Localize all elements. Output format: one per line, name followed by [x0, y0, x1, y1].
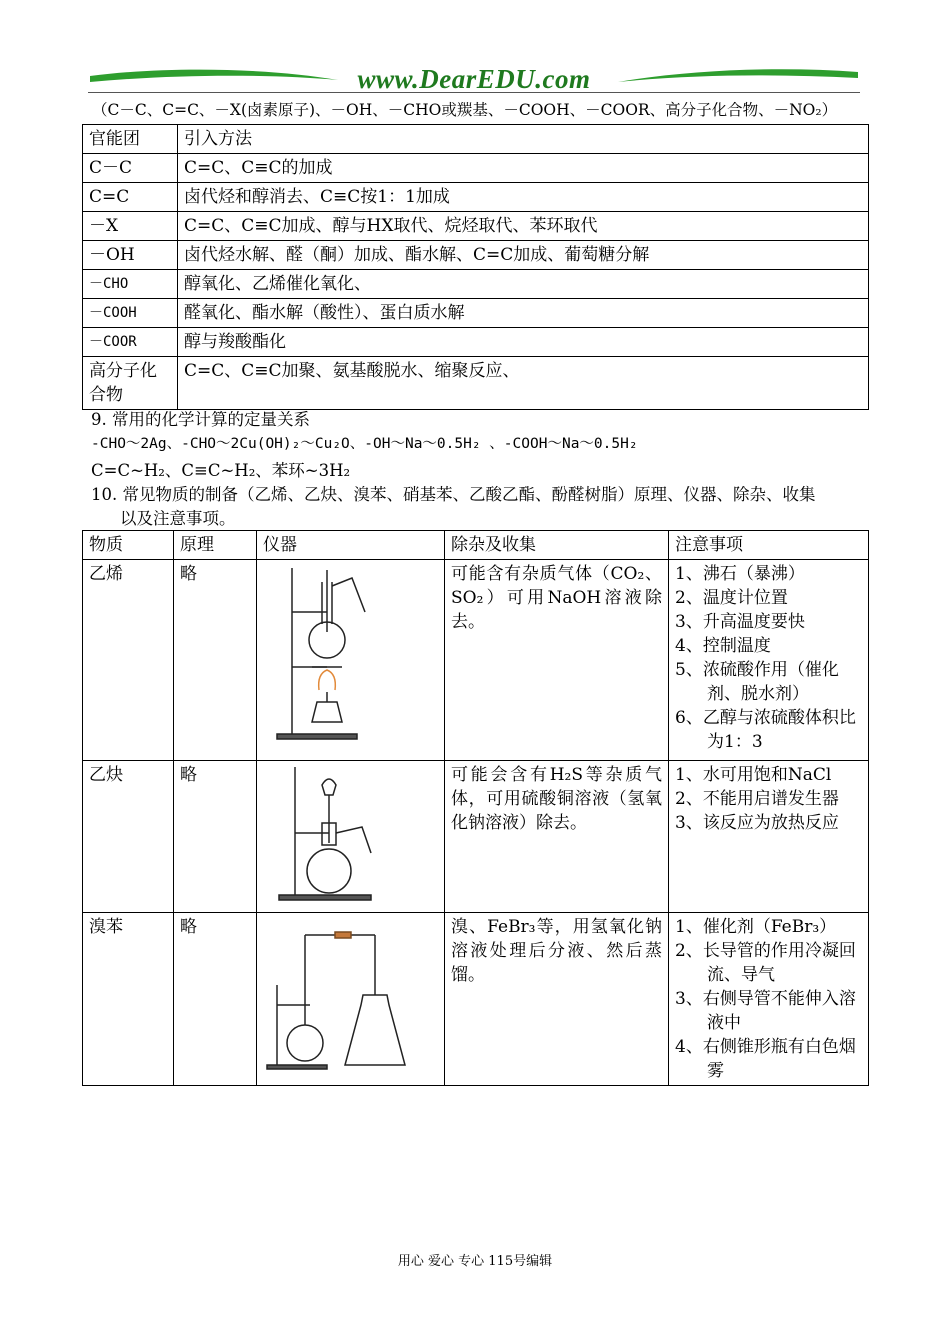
method-cell: 醇与羧酸酯化 [178, 328, 869, 357]
table-row [83, 183, 869, 212]
group-cell: －CHO [83, 270, 178, 299]
method-cell: C=C、C≡C加聚、氨基酸脱水、缩聚反应、 [178, 357, 869, 410]
method-cell: 醛氧化、酯水解（酸性）、蛋白质水解 [178, 299, 869, 328]
group-cell: C－C [83, 154, 178, 183]
principle-cell: 略 [174, 560, 257, 761]
table-row [83, 270, 869, 299]
purify-cell: 溴、FeBr₃等，用氢氧化钠溶液处理后分液、然后蒸馏。 [445, 913, 669, 1086]
site-logo[interactable]: www.DearEDU.com [357, 64, 591, 94]
acetylene-apparatus-icon [267, 763, 387, 903]
apparatus-cell [257, 560, 445, 761]
table-header-row [83, 531, 869, 560]
group-cell: －OH [83, 241, 178, 270]
table-row [83, 241, 869, 270]
header-cell: 引入方法 [178, 125, 869, 154]
substance-cell: 乙烯 [83, 560, 174, 761]
method-cell: 醇氧化、乙烯催化氧化、 [178, 270, 869, 299]
section-9-relations: -CHO～2Ag、-CHO～2Cu(OH)₂～Cu₂O、-OH～Na～0.5H₂ 、-COOH～Na～0.5H₂ [91, 436, 638, 452]
group-cell: C=C [83, 183, 178, 212]
header-rule [88, 92, 860, 93]
header-cell: 除杂及收集 [445, 531, 669, 560]
section-9-hydrogenation: C=C~H₂、C≡C~H₂、苯环~3H₂ [91, 461, 351, 480]
header-cell: 仪器 [257, 531, 445, 560]
table-row [83, 913, 869, 1086]
apparatus-cell [257, 761, 445, 913]
notes-cell [669, 761, 869, 913]
table-row [83, 154, 869, 183]
method-cell: C=C、C≡C加成、醇与HX取代、烷烃取代、苯环取代 [178, 212, 869, 241]
notes-cell [669, 913, 869, 1086]
header-cell: 物质 [83, 531, 174, 560]
note-item: 1、催化剂（FeBr₃） [675, 917, 837, 937]
table-row [83, 560, 869, 761]
table-row [83, 328, 869, 357]
note-item: 1、水可用饱和NaCl [675, 765, 832, 785]
note-item: 2、温度计位置 [675, 588, 788, 608]
group-cell: 高分子化合物 [83, 357, 178, 410]
header-cell: 官能团 [83, 125, 178, 154]
note-item: 3、该反应为放热反应 [675, 813, 839, 833]
purify-cell: 可能含有杂质气体（CO₂、SO₂）可用NaOH溶液除去。 [445, 560, 669, 761]
table-header-row [83, 125, 869, 154]
method-cell: 卤代烃水解、醛（酮）加成、酯水解、C=C加成、葡萄糖分解 [178, 241, 869, 270]
group-cell: －COOR [83, 328, 178, 357]
note-item: 3、升高温度要快 [675, 612, 805, 632]
method-cell: 卤代烃和醇消去、C≡C按1：1加成 [178, 183, 869, 212]
preparation-table [82, 530, 869, 1086]
section-10-title-cont: 以及注意事项。 [120, 509, 236, 528]
section-9-title: 9. 常用的化学计算的定量关系 [91, 410, 310, 429]
table-row [83, 761, 869, 913]
table-row [83, 212, 869, 241]
group-cell: －COOH [83, 299, 178, 328]
group-cell: －X [83, 212, 178, 241]
note-item: 4、右侧锥形瓶有白色烟雾 [675, 1037, 856, 1081]
table-row [83, 357, 869, 410]
table-row [83, 299, 869, 328]
functional-group-table [82, 124, 869, 410]
page-footer: 用心 爱心 专心 115号编辑 [397, 1254, 553, 1269]
principle-cell: 略 [174, 761, 257, 913]
principle-cell: 略 [174, 913, 257, 1086]
purify-cell: 可能会含有H₂S等杂质气体，可用硫酸铜溶液（氢氧化钠溶液）除去。 [445, 761, 669, 913]
note-item: 5、浓硫酸作用（催化剂、脱水剂） [675, 660, 839, 704]
note-item: 2、不能用启谱发生器 [675, 789, 839, 809]
notes-cell [669, 560, 869, 761]
substance-cell: 乙炔 [83, 761, 174, 913]
method-cell: C=C、C≡C的加成 [178, 154, 869, 183]
bromobenzene-apparatus-icon [265, 915, 410, 1075]
note-item: 4、控制温度 [675, 636, 771, 656]
note-item: 1、沸石（暴沸） [675, 564, 805, 584]
section-10-title: 10. 常见物质的制备（乙烯、乙炔、溴苯、硝基苯、乙酸乙酯、酚醛树脂）原理、仪器、除杂、收集 [91, 485, 816, 504]
functional-group-list: （C－C、C=C、－X(卤素原子)、－OH、－CHO或羰基、－COOH、－COOR、高分子化合物、－NO₂） [92, 101, 838, 119]
page-header [88, 62, 860, 94]
substance-cell: 溴苯 [83, 913, 174, 1086]
apparatus-cell [257, 913, 445, 1086]
note-item: 3、右侧导管不能伸入溶液中 [675, 989, 856, 1033]
header-cell: 原理 [174, 531, 257, 560]
note-item: 2、长导管的作用冷凝回流、导气 [675, 941, 856, 985]
ethylene-apparatus-icon [267, 562, 377, 742]
note-item: 6、乙醇与浓硫酸体积比为1：3 [675, 708, 856, 752]
header-cell: 注意事项 [669, 531, 869, 560]
